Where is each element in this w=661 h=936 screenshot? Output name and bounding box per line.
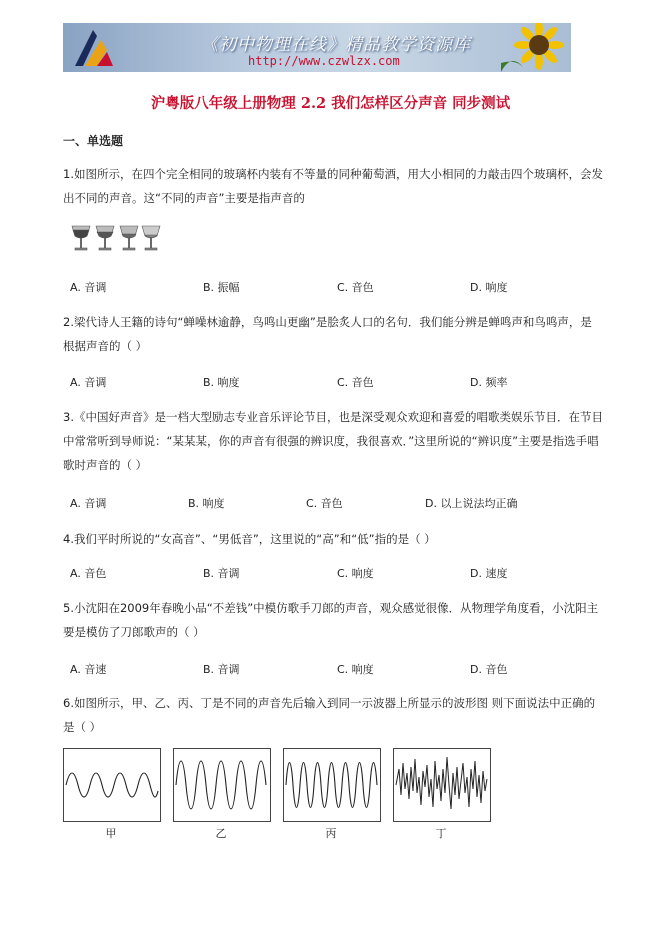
question-5-text: 5.小沈阳在2009年春晚小品“不差钱”中模仿歌手刀郎的声音，观众感觉很像．从物理学角度看，小沈阳主要是模仿了刀郎歌声的（ ） [63, 601, 599, 639]
waveform-figure [63, 748, 493, 848]
waveform-ding [393, 748, 491, 822]
site-logo-icon [71, 26, 115, 70]
waveform-jia [63, 748, 161, 822]
document-title: 沪粤版八年级上册物理 2.2 我们怎样区分声音 同步测试 [150, 95, 511, 112]
wave-label-yi: 乙 [215, 827, 227, 840]
question-3-text: 3.《中国好声音》是一档大型励志专业音乐评论节目，也是深受观众欢迎和喜爱的唱歌类娱乐节目．在节目中常常听到导师说：“某某某，你的声音有很强的辨识度，我很喜欢．”这里所说的“辨识度”主要是指选手唱歌时声音的（ ） [63, 410, 603, 472]
question-1-text: 1.如图所示，在四个完全相同的玻璃杯内装有不等量的同种葡萄酒，用大小相同的力敲击四个玻璃杯，会发出不同的声音。这“不同的声音”主要是指声音的 [63, 167, 603, 205]
option-d[interactable]: D. 频率 [470, 376, 508, 389]
section-heading: 一、单选题 [63, 134, 124, 148]
question-3-options [70, 495, 610, 509]
waveform-bing [283, 748, 381, 822]
option-c[interactable]: C. 音色 [337, 376, 374, 389]
option-c[interactable]: C. 音色 [306, 497, 343, 510]
option-c[interactable]: C. 响度 [337, 663, 374, 676]
wave-jia-icon [64, 749, 160, 821]
question-6-text: 6.如图所示，甲、乙、丙、丁是不同的声音先后输入到同一示波器上所显示的波形图 则下面说法中正确的是（ ） [63, 696, 596, 734]
question-4-text: 4.我们平时所说的“女高音”、“男低音”，这里说的“高”和“低”指的是（ ） [63, 532, 436, 546]
option-c[interactable]: C. 响度 [337, 567, 374, 580]
option-a[interactable]: A. 音调 [70, 281, 107, 294]
wave-bing-icon [284, 749, 380, 821]
wave-label-jia: 甲 [105, 827, 117, 840]
banner-url[interactable]: http://www.czwlzx.com [248, 54, 400, 68]
question-2-options [70, 374, 610, 388]
option-a[interactable]: A. 音速 [70, 663, 107, 676]
question-2-text: 2.梁代诗人王籍的诗句“蝉噪林逾静，鸟鸣山更幽”是脍炙人口的名句．我们能分辨是蝉鸣声和鸟鸣声，是根据声音的（ ） [63, 315, 592, 353]
option-b[interactable]: B. 响度 [188, 497, 225, 510]
banner-title: 《初中物理在线》精品教学资源库 [201, 35, 471, 55]
option-c[interactable]: C. 音色 [337, 281, 374, 294]
site-banner [63, 23, 571, 72]
wine-glasses-icon [70, 224, 162, 254]
waveform-yi [173, 748, 271, 822]
question-5-options [70, 661, 610, 675]
option-a[interactable]: A. 音调 [70, 376, 107, 389]
option-b[interactable]: B. 振幅 [203, 281, 240, 294]
option-d[interactable]: D. 速度 [470, 567, 508, 580]
sunflower-icon [501, 23, 571, 72]
option-d[interactable]: D. 音色 [470, 663, 508, 676]
option-a[interactable]: A. 音调 [70, 497, 107, 510]
wave-yi-icon [174, 749, 270, 821]
option-b[interactable]: B. 响度 [203, 376, 240, 389]
option-b[interactable]: B. 音调 [203, 663, 240, 676]
option-b[interactable]: B. 音调 [203, 567, 240, 580]
option-d[interactable]: D. 响度 [470, 281, 508, 294]
question-1-options [70, 279, 610, 293]
wave-label-bing: 丙 [325, 827, 337, 840]
wave-label-ding: 丁 [435, 827, 447, 840]
option-a[interactable]: A. 音色 [70, 567, 107, 580]
wave-ding-icon [394, 749, 490, 821]
option-d[interactable]: D. 以上说法均正确 [425, 497, 518, 510]
question-4-options [70, 565, 610, 579]
